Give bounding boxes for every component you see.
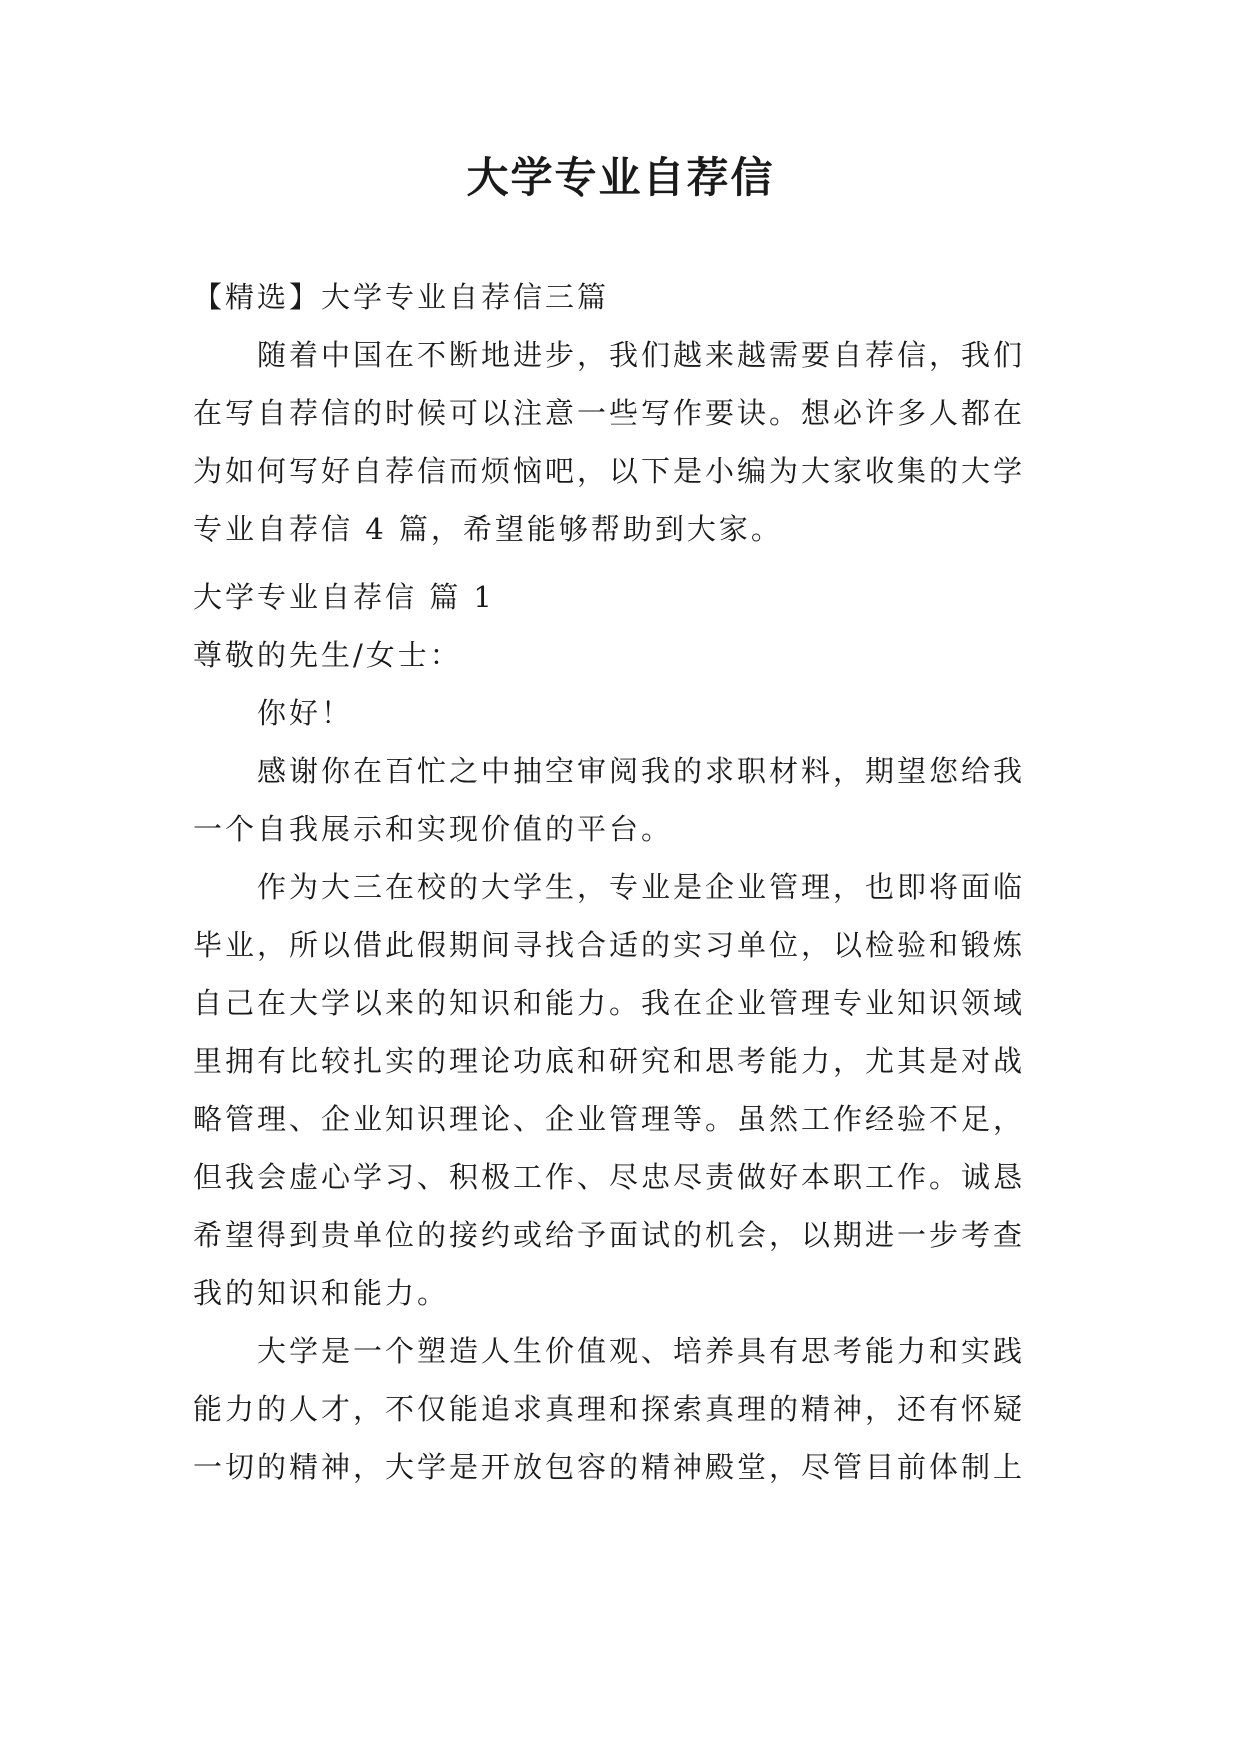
document-title: 大学专业自荐信	[466, 153, 775, 202]
text-line: 专业自荐信 4 篇，希望能够帮助到大家。	[193, 512, 783, 546]
text-line: 【精选】大学专业自荐信三篇	[193, 280, 610, 314]
text-line: 希望得到贵单位的接约或给予面试的机会，以期进一步考查	[193, 1218, 1026, 1252]
text-line: 略管理、企业知识理论、企业管理等。虽然工作经验不足，	[193, 1102, 1026, 1136]
intro-block	[193, 268, 1059, 558]
text-line: 大学专业自荐信 篇 1	[193, 580, 495, 614]
text-line: 在写自荐信的时候可以注意一些写作要诀。想必许多人都在	[193, 396, 1026, 430]
text-line: 尊敬的先生/女士：	[193, 638, 462, 672]
text-line: 自己在大学以来的知识和能力。我在企业管理专业知识领域	[193, 986, 1026, 1020]
text-line: 里拥有比较扎实的理论功底和研究和思考能力，尤其是对战	[193, 1044, 1026, 1078]
text-line: 毕业，所以借此假期间寻找合适的实习单位，以检验和锻炼	[193, 928, 1026, 962]
text-line: 我的知识和能力。	[193, 1276, 450, 1310]
text-line: 能力的人才，不仅能追求真理和探索真理的精神，还有怀疑	[193, 1392, 1026, 1426]
text-line: 一切的精神，大学是开放包容的精神殿堂，尽管目前体制上	[193, 1450, 1026, 1484]
text-line: 一个自我展示和实现价值的平台。	[193, 812, 674, 846]
text-line: 你好！	[257, 696, 354, 730]
text-line: 随着中国在不断地进步，我们越来越需要自荐信，我们	[257, 338, 1026, 372]
letter-section	[193, 568, 1059, 1496]
text-line: 感谢你在百忙之中抽空审阅我的求职材料，期望您给我	[257, 754, 1026, 788]
text-line: 作为大三在校的大学生，专业是企业管理，也即将面临	[257, 870, 1026, 904]
text-line: 但我会虚心学习、积极工作、尽忠尽责做好本职工作。诚恳	[193, 1160, 1026, 1194]
text-line: 大学是一个塑造人生价值观、培养具有思考能力和实践	[257, 1334, 1026, 1368]
text-line: 为如何写好自荐信而烦恼吧，以下是小编为大家收集的大学	[193, 454, 1026, 488]
